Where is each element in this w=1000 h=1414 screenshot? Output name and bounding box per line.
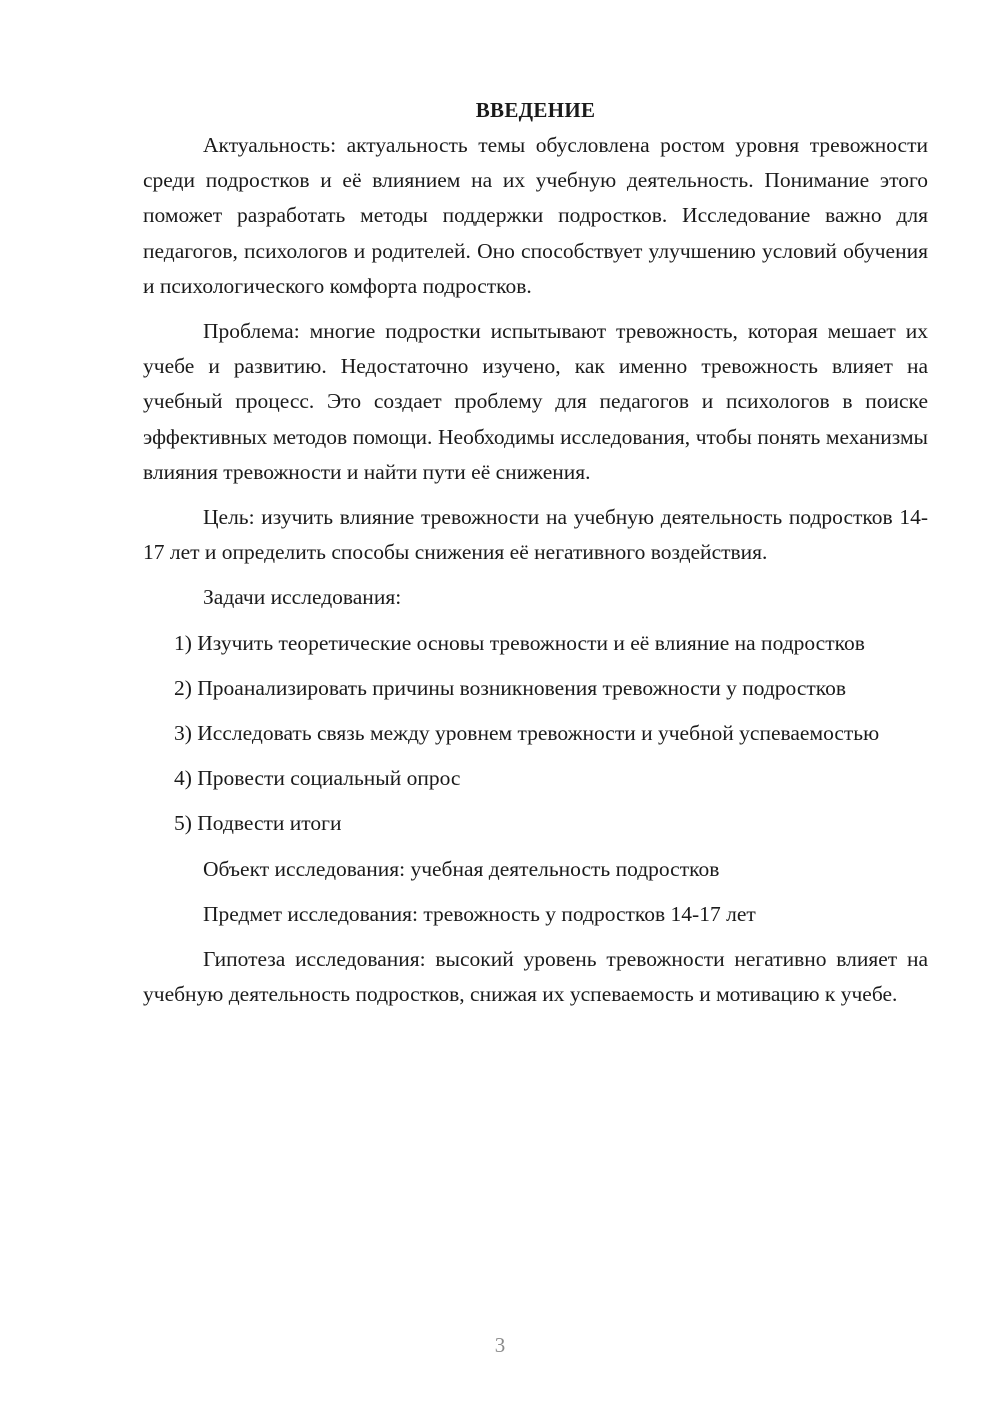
page-number: 3 [494, 1333, 506, 1357]
goal-paragraph: Цель: изучить влияние тревожности на учебную деятельность подростков 14-17 лет и определить способы снижения её негативного воздействия. [143, 505, 928, 565]
page-title: ВВЕДЕНИЕ [475, 98, 596, 122]
research-subject: Предмет исследования: тревожность у подростков 14-17 лет [203, 901, 756, 926]
list-item: 2) Проанализировать причины возникновения тревожности у подростков [174, 675, 847, 700]
list-item: 5) Подвести итоги [174, 811, 342, 836]
hypothesis-paragraph: Гипотеза исследования: высокий уровень тревожности негативно влияет на учебную деятельность подростков, снижая их успеваемость и мотивацию к учебе. [143, 947, 928, 1007]
research-object: Объект исследования: учебная деятельность подростков [203, 856, 720, 881]
list-item: 4) Провести социальный опрос [174, 766, 461, 791]
tasks-list [143, 626, 928, 842]
problem-paragraph: Проблема: многие подростки испытывают тревожность, которая мешает их учебе и развитию. Недостаточно изучено, как именно тревожность влияет на учебный процесс. Это создает проблему для педагогов и психологов в поиске эффективных методов помощи. Необходимы исследования, чтобы понять механизмы влияния тревожности и найти пути её снижения. [143, 319, 928, 484]
list-item: 1) Изучить теоретические основы тревожности и её влияние на подростков [174, 630, 865, 655]
relevance-paragraph: Актуальность: актуальность темы обусловлена ростом уровня тревожности среди подростков и её влиянием на их учебную деятельность. Понимание этого поможет разработать методы поддержки подростков. Исследование важно для педагогов, психологов и родителей. Оно способствует улучшению условий обучения и психологического комфорта подростков. [143, 133, 928, 298]
document-page [143, 92, 928, 1012]
list-item: 3) Исследовать связь между уровнем тревожности и учебной успеваемостью [174, 721, 880, 746]
tasks-heading: Задачи исследования: [203, 585, 402, 610]
